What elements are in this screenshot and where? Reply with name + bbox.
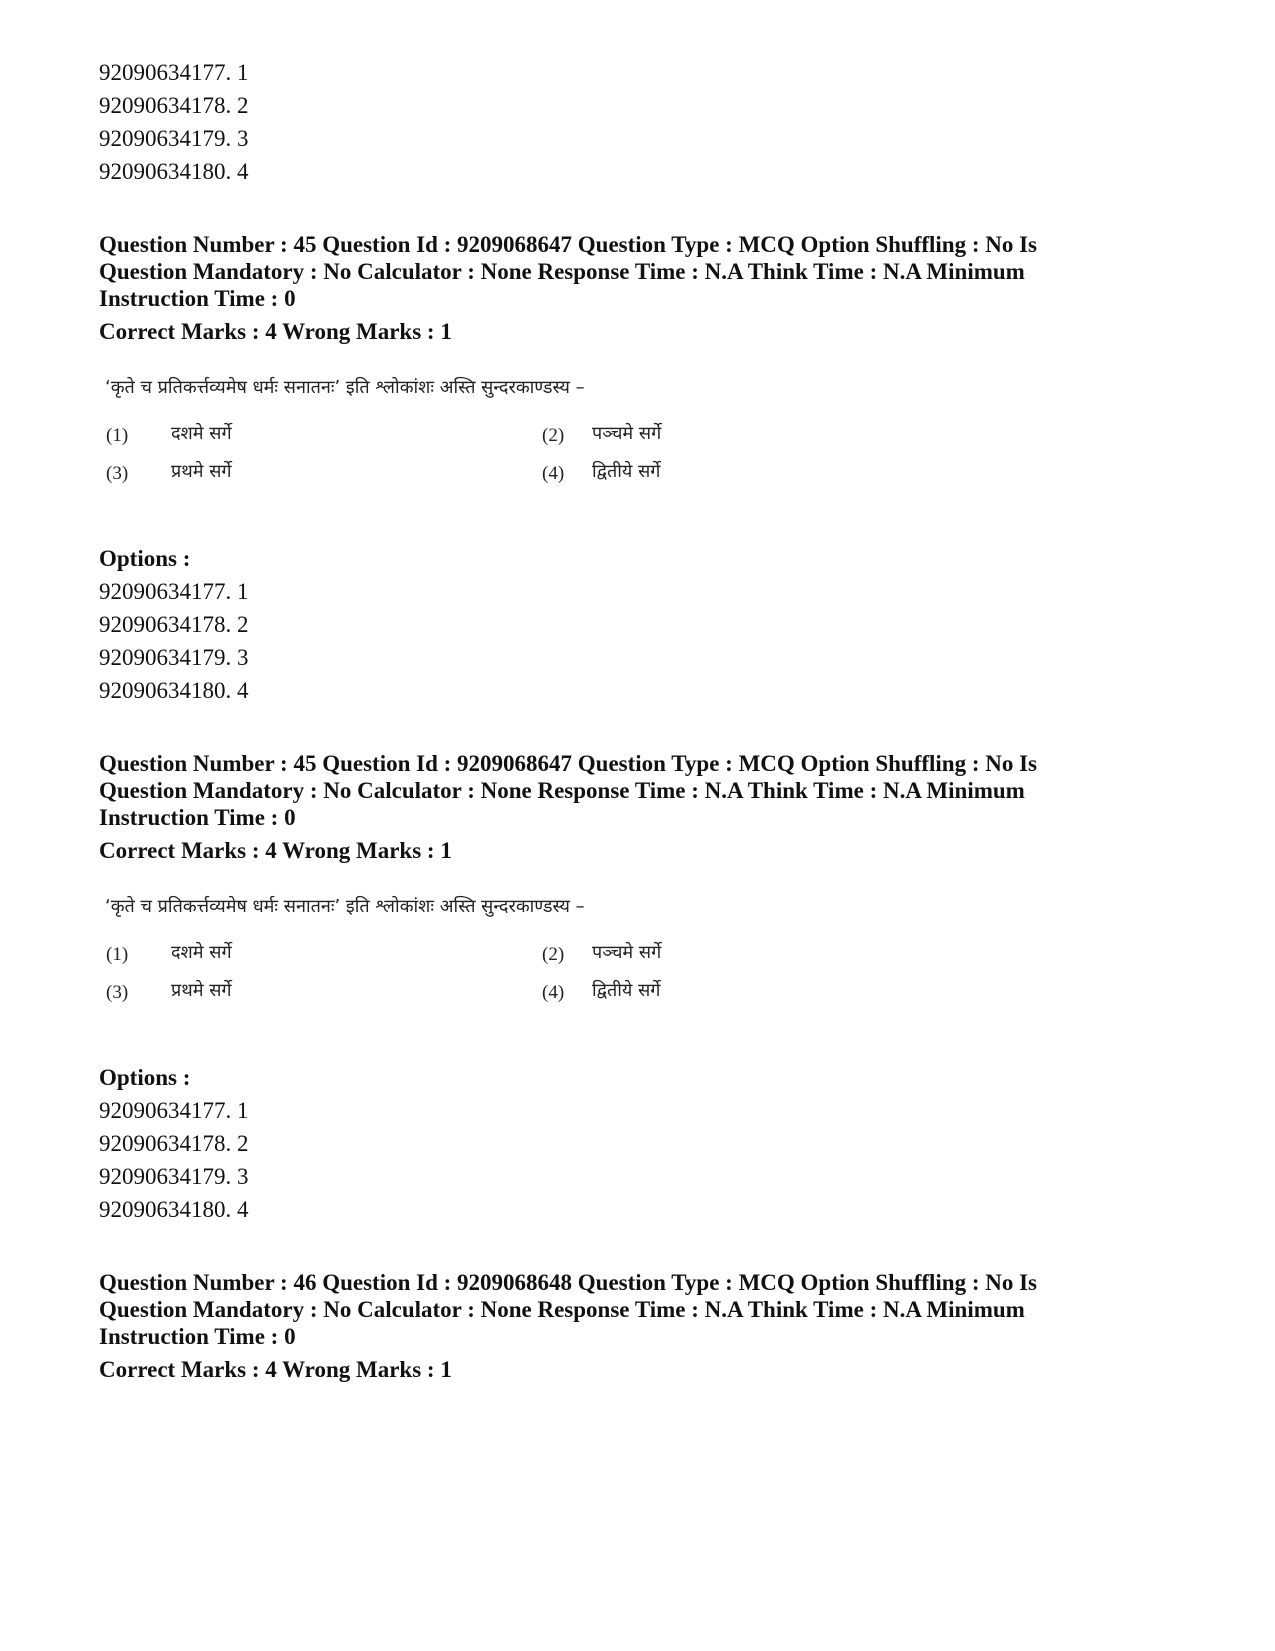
- options-label: Options :: [99, 1065, 191, 1090]
- marks-line: Correct Marks : 4 Wrong Marks : 1: [99, 319, 452, 344]
- question-header-line: Question Mandatory : No Calculator : None Response Time : N.A Think Time : N.A Minimum: [99, 778, 1025, 803]
- question-header-line: Instruction Time : 0: [99, 805, 296, 830]
- choice-text: दशमे सर्गे: [171, 423, 232, 444]
- option-line: 92090634177. 1: [99, 579, 249, 604]
- choice-number: (3): [106, 982, 129, 1003]
- marks-line: Correct Marks : 4 Wrong Marks : 1: [99, 838, 452, 863]
- choice-text: द्वितीये सर्गे: [592, 461, 661, 482]
- choice-text: दशमे सर्गे: [171, 942, 232, 963]
- choice-text: द्वितीये सर्गे: [592, 980, 661, 1001]
- choice-number: (1): [106, 944, 129, 965]
- choice-number: (2): [542, 425, 565, 446]
- option-line: 92090634178. 2: [99, 1131, 249, 1156]
- choice-number: (1): [106, 425, 129, 446]
- option-line: 92090634177. 1: [99, 60, 249, 85]
- choice-number: (3): [106, 463, 129, 484]
- question-header-line: Question Mandatory : No Calculator : None Response Time : N.A Think Time : N.A Minimum: [99, 1297, 1025, 1322]
- options-label: Options :: [99, 546, 191, 571]
- option-line: 92090634178. 2: [99, 612, 249, 637]
- option-line: 92090634177. 1: [99, 1098, 249, 1123]
- choice-text: पञ्चमे सर्गे: [592, 942, 662, 963]
- option-line: 92090634180. 4: [99, 159, 249, 184]
- question-stem: ‘कृते च प्रतिकर्त्तव्यमेष धर्मः सनातनः’ इति श्लोकांशः अस्ति सुन्दरकाण्डस्य –: [105, 377, 585, 398]
- question-header-line: Question Number : 45 Question Id : 9209068647 Question Type : MCQ Option Shuffling : No Is: [99, 751, 1038, 776]
- option-line: 92090634178. 2: [99, 93, 249, 118]
- question-header-line: Instruction Time : 0: [99, 1324, 296, 1349]
- choice-text: पञ्चमे सर्गे: [592, 423, 662, 444]
- choice-number: (4): [542, 463, 565, 484]
- choice-number: (2): [542, 944, 565, 965]
- question-header-line: Instruction Time : 0: [99, 286, 296, 311]
- question-header-line: Question Number : 46 Question Id : 9209068648 Question Type : MCQ Option Shuffling : No Is: [99, 1270, 1038, 1295]
- choice-text: प्रथमे सर्गे: [171, 980, 232, 1001]
- option-line: 92090634180. 4: [99, 1197, 249, 1222]
- option-line: 92090634179. 3: [99, 1164, 249, 1189]
- option-line: 92090634179. 3: [99, 645, 249, 670]
- choice-text: प्रथमे सर्गे: [171, 461, 232, 482]
- marks-line: Correct Marks : 4 Wrong Marks : 1: [99, 1357, 452, 1382]
- option-line: 92090634180. 4: [99, 678, 249, 703]
- question-stem: ‘कृते च प्रतिकर्त्तव्यमेष धर्मः सनातनः’ इति श्लोकांशः अस्ति सुन्दरकाण्डस्य –: [105, 896, 585, 917]
- question-header-line: Question Mandatory : No Calculator : None Response Time : N.A Think Time : N.A Minimum: [99, 259, 1025, 284]
- option-line: 92090634179. 3: [99, 126, 249, 151]
- question-header-line: Question Number : 45 Question Id : 9209068647 Question Type : MCQ Option Shuffling : No Is: [99, 232, 1038, 257]
- choice-number: (4): [542, 982, 565, 1003]
